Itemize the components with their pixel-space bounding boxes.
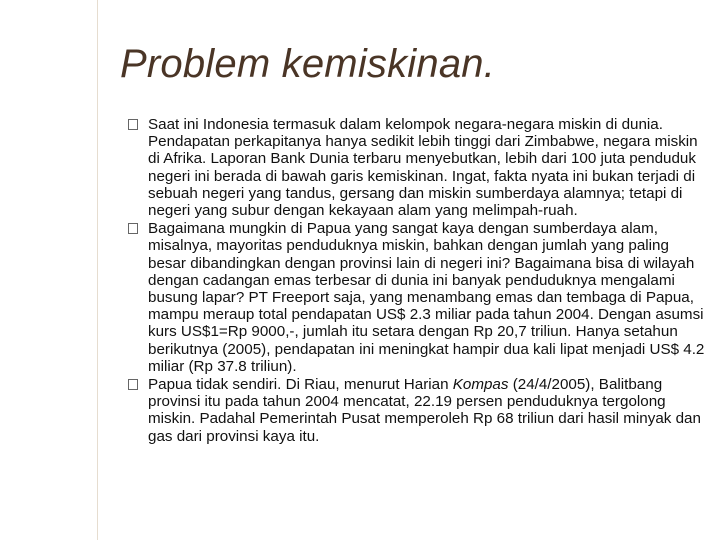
empty-square-bullet-icon: [128, 379, 138, 390]
newspaper-name: Kompas: [452, 376, 509, 394]
bullet-text-3-before: Papua tidak sendiri. Di Riau, menurut Harian: [148, 376, 453, 394]
bullet-text-3-after: (24/4/2005), Balitbang provinsi itu pada tahun 2004 mencatat, 22.19 persen penduduknya tergolong miskin. Padahal Pemerintah Pusat memperoleh Rp 68 triliun dari hasil minyak dan gas dari provinsi kaya itu.: [148, 376, 701, 445]
bullet-text-3: [148, 376, 708, 445]
bullet-item-1: [128, 116, 708, 219]
slide-title: Problem kemiskinan.: [120, 42, 496, 86]
bullet-item-2: [128, 220, 708, 375]
bullet-list: [128, 116, 708, 446]
bullet-text-2: Bagaimana mungkin di Papua yang sangat kaya dengan sumberdaya alam, misalnya, mayoritas penduduknya miskin, bahkan dengan jumlah yang paling besar dibandingkan dengan provinsi lain di negeri ini? Bagaimana bisa di wilayah dengan cadangan emas terbesar di dunia ini banyak penduduknya mengalami busung lapar? PT Freeport saja, yang menambang emas dan tembaga di Papua, mampu meraup total pendapatan US$ 2.3 miliar pada tahun 2004. Dengan asumsi kurs US$1=Rp 9000,-, jumlah itu setara dengan Rp 20,7 triliun. Hanya setahun berikutnya (2005), pendapatan ini meningkat hampir dua kali lipat menjadi US$ 4.2 miliar (Rp 37.8 triliun).: [148, 220, 705, 375]
empty-square-bullet-icon: [128, 119, 138, 130]
bullet-item-3: [128, 376, 708, 445]
bullet-text-1: Saat ini Indonesia termasuk dalam kelompok negara-negara miskin di dunia. Pendapatan perkapitanya hanya sedikit lebih tinggi dari Zimbabwe, negara miskin di Afrika. Laporan Bank Dunia terbaru menyebutkan, lebih dari 100 juta penduduk negeri ini berada di bawah garis kemiskinan. Ingat, fakta nyata ini bukan terjadi di sebuah negeri yang tandus, gersang dan miskin sumberdaya alamnya; tetapi di negeri yang subur dengan kekayaan alam yang melimpah-ruah.: [148, 116, 698, 220]
empty-square-bullet-icon: [128, 223, 138, 234]
